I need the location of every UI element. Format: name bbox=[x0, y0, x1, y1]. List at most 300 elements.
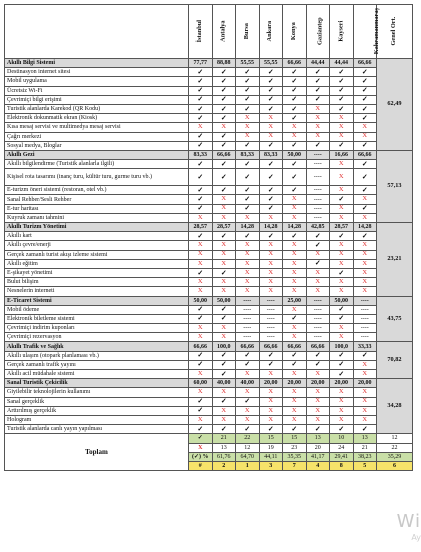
totals-label: Toplam bbox=[5, 434, 189, 471]
check-mark: ✓ bbox=[189, 305, 213, 314]
section-title: Sanal Turistik Çekicilik bbox=[5, 379, 189, 388]
cross-mark: X bbox=[259, 123, 283, 132]
section-score: 28,57 bbox=[212, 223, 236, 232]
check-mark: ✓ bbox=[259, 95, 283, 104]
indicator-label: Bulut bilişim bbox=[5, 278, 189, 287]
general-average-header: Genel Ort. bbox=[377, 5, 413, 59]
totals-rank-value: 6 bbox=[377, 461, 413, 470]
check-mark: ✓ bbox=[353, 169, 377, 186]
cross-mark: X bbox=[353, 268, 377, 277]
indicator-label: E-şikayet yönetimi bbox=[5, 268, 189, 277]
cross-mark: X bbox=[236, 259, 260, 268]
indicator-row bbox=[5, 370, 413, 379]
indicator-label: Çevrimiçi bilgi erişimi bbox=[5, 95, 189, 104]
not-applicable-mark: ---- bbox=[236, 333, 260, 342]
check-mark: ✓ bbox=[306, 95, 330, 104]
cross-mark: X bbox=[259, 132, 283, 141]
check-mark: ✓ bbox=[353, 232, 377, 241]
check-mark: ✓ bbox=[236, 68, 260, 77]
indicator-label: Akıllı kart bbox=[5, 232, 189, 241]
check-mark: ✓ bbox=[353, 186, 377, 195]
cross-mark: X bbox=[306, 287, 330, 296]
section-score: 20,00 bbox=[306, 379, 330, 388]
indicator-label: Elektronik dokunmatik ekran (Kiosk) bbox=[5, 114, 189, 123]
not-applicable-mark: ---- bbox=[259, 305, 283, 314]
check-mark: ✓ bbox=[353, 141, 377, 150]
cross-mark: X bbox=[353, 259, 377, 268]
totals-cross-key: X bbox=[189, 443, 213, 452]
cross-mark: X bbox=[189, 324, 213, 333]
check-mark: ✓ bbox=[236, 204, 260, 213]
check-mark: ✓ bbox=[306, 232, 330, 241]
check-mark: ✓ bbox=[330, 268, 354, 277]
totals-check-value: 15 bbox=[283, 434, 307, 443]
cross-mark: X bbox=[212, 278, 236, 287]
cross-mark: X bbox=[189, 333, 213, 342]
cross-mark: X bbox=[330, 250, 354, 259]
section-average: 23,21 bbox=[377, 223, 413, 297]
indicator-label: Mobil uygulama bbox=[5, 77, 189, 86]
section-score: 28,57 bbox=[330, 223, 354, 232]
not-applicable-mark: ---- bbox=[306, 195, 330, 204]
check-mark: ✓ bbox=[189, 406, 213, 415]
not-applicable-mark: ---- bbox=[236, 305, 260, 314]
section-score: 100,0 bbox=[212, 342, 236, 351]
section-score: 66,66 bbox=[259, 342, 283, 351]
cross-mark: X bbox=[353, 195, 377, 204]
indicator-row bbox=[5, 388, 413, 397]
section-score: 14,28 bbox=[283, 223, 307, 232]
check-mark: ✓ bbox=[306, 351, 330, 360]
indicator-label: E-turizm öneri sistemi (restoran, otel vb.) bbox=[5, 186, 189, 195]
check-mark: ✓ bbox=[330, 86, 354, 95]
indicator-row bbox=[5, 195, 413, 204]
cross-mark: X bbox=[212, 415, 236, 424]
check-mark: ✓ bbox=[212, 351, 236, 360]
cross-mark: X bbox=[236, 250, 260, 259]
check-mark: ✓ bbox=[330, 232, 354, 241]
check-mark: ✓ bbox=[212, 314, 236, 323]
check-mark: ✓ bbox=[283, 68, 307, 77]
cross-mark: X bbox=[236, 406, 260, 415]
check-mark: ✓ bbox=[189, 232, 213, 241]
check-mark: ✓ bbox=[353, 68, 377, 77]
check-mark: ✓ bbox=[212, 114, 236, 123]
indicator-row bbox=[5, 259, 413, 268]
totals-check-value: 22 bbox=[236, 434, 260, 443]
check-mark: ✓ bbox=[330, 425, 354, 434]
indicator-row bbox=[5, 232, 413, 241]
cross-mark: X bbox=[283, 333, 307, 342]
check-mark: ✓ bbox=[212, 104, 236, 113]
cross-mark: X bbox=[353, 397, 377, 406]
check-mark: ✓ bbox=[353, 77, 377, 86]
section-score: 66,66 bbox=[283, 342, 307, 351]
check-mark: ✓ bbox=[189, 360, 213, 369]
section-score: 66,66 bbox=[306, 342, 330, 351]
cross-mark: X bbox=[189, 287, 213, 296]
table-body bbox=[5, 59, 413, 434]
check-mark: ✓ bbox=[212, 268, 236, 277]
cross-mark: X bbox=[212, 195, 236, 204]
cross-mark: X bbox=[189, 259, 213, 268]
indicator-label: Akıllı acil müdahale sistemi bbox=[5, 370, 189, 379]
watermark: Wi bbox=[396, 511, 421, 532]
totals-percent-value: 29,41 bbox=[330, 452, 354, 461]
totals-percent-value: 61,76 bbox=[212, 452, 236, 461]
indicator-row bbox=[5, 425, 413, 434]
cross-mark: X bbox=[330, 169, 354, 186]
section-score: 40,00 bbox=[236, 379, 260, 388]
cross-mark: X bbox=[212, 388, 236, 397]
cross-mark: X bbox=[306, 268, 330, 277]
check-mark: ✓ bbox=[283, 351, 307, 360]
check-mark: ✓ bbox=[212, 360, 236, 369]
check-mark: ✓ bbox=[236, 195, 260, 204]
cross-mark: X bbox=[353, 250, 377, 259]
cross-mark: X bbox=[330, 241, 354, 250]
section-score: 20,00 bbox=[283, 379, 307, 388]
cross-mark: X bbox=[283, 213, 307, 222]
check-mark: ✓ bbox=[212, 68, 236, 77]
section-score: 50,00 bbox=[330, 296, 354, 305]
cross-mark: X bbox=[189, 370, 213, 379]
not-applicable-mark: ---- bbox=[236, 324, 260, 333]
check-mark: ✓ bbox=[306, 259, 330, 268]
cross-mark: X bbox=[353, 213, 377, 222]
indicator-row bbox=[5, 314, 413, 323]
indicator-label: Arttırılmış gerçeklik bbox=[5, 406, 189, 415]
cross-mark: X bbox=[330, 160, 354, 169]
cross-mark: X bbox=[212, 213, 236, 222]
cross-mark: X bbox=[306, 123, 330, 132]
section-average: 62,49 bbox=[377, 59, 413, 151]
smart-tourism-table bbox=[4, 4, 413, 471]
check-mark: ✓ bbox=[330, 314, 354, 323]
not-applicable-mark: ---- bbox=[306, 186, 330, 195]
indicator-row bbox=[5, 250, 413, 259]
cross-mark: X bbox=[236, 123, 260, 132]
cross-mark: X bbox=[259, 268, 283, 277]
indicator-row bbox=[5, 186, 413, 195]
indicator-label: Kuyruk zamanı tahmini bbox=[5, 213, 189, 222]
check-mark: ✓ bbox=[330, 195, 354, 204]
cross-mark: X bbox=[283, 132, 307, 141]
section-score: 42,85 bbox=[306, 223, 330, 232]
totals-cross-value: 20 bbox=[306, 443, 330, 452]
check-mark: ✓ bbox=[353, 86, 377, 95]
section-score: ---- bbox=[236, 296, 260, 305]
section-average: 43,75 bbox=[377, 296, 413, 342]
section-score: 66,66 bbox=[212, 150, 236, 159]
not-applicable-mark: ---- bbox=[353, 305, 377, 314]
check-mark: ✓ bbox=[212, 370, 236, 379]
section-score: ---- bbox=[259, 296, 283, 305]
section-score: 40,00 bbox=[212, 379, 236, 388]
check-mark: ✓ bbox=[353, 95, 377, 104]
indicator-label: Akıllı çevre/enerji bbox=[5, 241, 189, 250]
indicator-label: Sosyal medya, Bloglar bbox=[5, 141, 189, 150]
indicator-label: Turistik alanlarda Karekod (QR Kodu) bbox=[5, 104, 189, 113]
totals-rank-value: 1 bbox=[236, 461, 260, 470]
cross-mark: X bbox=[330, 287, 354, 296]
check-mark: ✓ bbox=[212, 169, 236, 186]
check-mark: ✓ bbox=[330, 351, 354, 360]
check-mark: ✓ bbox=[212, 186, 236, 195]
check-mark: ✓ bbox=[212, 95, 236, 104]
indicator-row bbox=[5, 86, 413, 95]
totals-rank-value: 8 bbox=[330, 461, 354, 470]
section-title: Akıllı Gezi bbox=[5, 150, 189, 159]
totals-check-value: 12 bbox=[377, 434, 413, 443]
check-mark: ✓ bbox=[189, 86, 213, 95]
indicator-row bbox=[5, 406, 413, 415]
cross-mark: X bbox=[283, 204, 307, 213]
cross-mark: X bbox=[283, 370, 307, 379]
check-mark: ✓ bbox=[212, 397, 236, 406]
totals-check-key: ✓ bbox=[189, 434, 213, 443]
check-mark: ✓ bbox=[189, 114, 213, 123]
check-mark: ✓ bbox=[189, 104, 213, 113]
not-applicable-mark: ---- bbox=[306, 314, 330, 323]
not-applicable-mark: ---- bbox=[306, 324, 330, 333]
not-applicable-mark: ---- bbox=[353, 324, 377, 333]
check-mark: ✓ bbox=[330, 305, 354, 314]
totals-rank-value: 7 bbox=[283, 461, 307, 470]
check-mark: ✓ bbox=[189, 314, 213, 323]
check-mark: ✓ bbox=[259, 360, 283, 369]
indicator-label: Kısa mesaj servisi ve multimedya mesaj servisi bbox=[5, 123, 189, 132]
check-mark: ✓ bbox=[306, 425, 330, 434]
indicator-label: Gerçek zamanlı turist akışı izleme sistemi bbox=[5, 250, 189, 259]
check-mark: ✓ bbox=[212, 132, 236, 141]
section-score: 44,44 bbox=[330, 59, 354, 68]
totals-cross-value: 19 bbox=[259, 443, 283, 452]
check-mark: ✓ bbox=[212, 232, 236, 241]
section-title: Akıllı Trafik ve Sağlık bbox=[5, 342, 189, 351]
check-mark: ✓ bbox=[236, 169, 260, 186]
section-score: 83,33 bbox=[189, 150, 213, 159]
indicator-label: Akıllı bilgilendirme (Turistik alanlarla ilgili) bbox=[5, 160, 189, 169]
cross-mark: X bbox=[189, 241, 213, 250]
check-mark: ✓ bbox=[189, 77, 213, 86]
indicator-row bbox=[5, 241, 413, 250]
cross-mark: X bbox=[236, 287, 260, 296]
city-header: Konya bbox=[283, 5, 307, 59]
cross-mark: X bbox=[212, 287, 236, 296]
section-header-row bbox=[5, 342, 413, 351]
cross-mark: X bbox=[259, 250, 283, 259]
check-mark: ✓ bbox=[283, 141, 307, 150]
check-mark: ✓ bbox=[330, 104, 354, 113]
indicator-row bbox=[5, 169, 413, 186]
indicator-label: Gerçek zamanlı trafik yayını bbox=[5, 360, 189, 369]
indicator-row bbox=[5, 305, 413, 314]
cross-mark: X bbox=[212, 333, 236, 342]
check-mark: ✓ bbox=[189, 204, 213, 213]
check-mark: ✓ bbox=[353, 351, 377, 360]
check-mark: ✓ bbox=[283, 114, 307, 123]
cross-mark: X bbox=[330, 333, 354, 342]
cross-mark: X bbox=[353, 360, 377, 369]
cross-mark: X bbox=[353, 123, 377, 132]
cross-mark: X bbox=[189, 278, 213, 287]
cross-mark: X bbox=[259, 213, 283, 222]
cross-mark: X bbox=[189, 415, 213, 424]
totals-cross-value: 21 bbox=[353, 443, 377, 452]
cross-mark: X bbox=[330, 213, 354, 222]
cross-mark: X bbox=[306, 406, 330, 415]
check-mark: ✓ bbox=[283, 232, 307, 241]
check-mark: ✓ bbox=[306, 77, 330, 86]
cross-mark: X bbox=[212, 259, 236, 268]
totals-check-value: 13 bbox=[306, 434, 330, 443]
header-row bbox=[5, 5, 413, 59]
check-mark: ✓ bbox=[283, 360, 307, 369]
cross-mark: X bbox=[236, 114, 260, 123]
totals-rank-value: 3 bbox=[259, 461, 283, 470]
cross-mark: X bbox=[283, 195, 307, 204]
totals-percent-key: (✓) % bbox=[189, 452, 213, 461]
indicator-row bbox=[5, 351, 413, 360]
check-mark: ✓ bbox=[259, 160, 283, 169]
section-score: 50,00 bbox=[283, 150, 307, 159]
check-mark: ✓ bbox=[189, 397, 213, 406]
section-header-row bbox=[5, 150, 413, 159]
section-average: 70,82 bbox=[377, 342, 413, 379]
check-mark: ✓ bbox=[283, 186, 307, 195]
not-applicable-mark: ---- bbox=[259, 314, 283, 323]
totals-rank-value: 5 bbox=[353, 461, 377, 470]
section-average: 34,28 bbox=[377, 379, 413, 434]
section-score: 20,00 bbox=[330, 379, 354, 388]
check-mark: ✓ bbox=[259, 104, 283, 113]
cross-mark: X bbox=[259, 370, 283, 379]
cross-mark: X bbox=[330, 114, 354, 123]
section-average: 57,13 bbox=[377, 150, 413, 222]
check-mark: ✓ bbox=[259, 169, 283, 186]
cross-mark: X bbox=[283, 406, 307, 415]
not-applicable-mark: ---- bbox=[353, 314, 377, 323]
cross-mark: X bbox=[283, 287, 307, 296]
indicator-row bbox=[5, 77, 413, 86]
section-score: 16,66 bbox=[330, 150, 354, 159]
check-mark: ✓ bbox=[259, 425, 283, 434]
indicator-label: Çevrimiçi rezervasyon bbox=[5, 333, 189, 342]
cross-mark: X bbox=[212, 250, 236, 259]
cross-mark: X bbox=[259, 278, 283, 287]
cross-mark: X bbox=[236, 278, 260, 287]
city-header: İstanbul bbox=[189, 5, 213, 59]
indicator-label: Sanal gerçeklik bbox=[5, 397, 189, 406]
cross-mark: X bbox=[212, 123, 236, 132]
indicator-row bbox=[5, 123, 413, 132]
indicator-row bbox=[5, 287, 413, 296]
section-score: 50,00 bbox=[189, 296, 213, 305]
check-mark: ✓ bbox=[283, 160, 307, 169]
cross-mark: X bbox=[283, 324, 307, 333]
section-score: 83,33 bbox=[259, 150, 283, 159]
cross-mark: X bbox=[283, 397, 307, 406]
cross-mark: X bbox=[353, 370, 377, 379]
cross-mark: X bbox=[259, 241, 283, 250]
check-mark: ✓ bbox=[212, 160, 236, 169]
indicator-row bbox=[5, 204, 413, 213]
section-score: 20,00 bbox=[259, 379, 283, 388]
section-score: 50,00 bbox=[212, 296, 236, 305]
check-mark: ✓ bbox=[189, 268, 213, 277]
totals-percent-value: 35,29 bbox=[377, 452, 413, 461]
totals-percent-value: 41,17 bbox=[306, 452, 330, 461]
check-mark: ✓ bbox=[330, 77, 354, 86]
totals-body bbox=[5, 434, 413, 471]
cross-mark: X bbox=[330, 259, 354, 268]
check-mark: ✓ bbox=[189, 95, 213, 104]
cross-mark: X bbox=[283, 278, 307, 287]
check-mark: ✓ bbox=[212, 141, 236, 150]
cross-mark: X bbox=[283, 259, 307, 268]
section-score: 66,66 bbox=[353, 150, 377, 159]
check-mark: ✓ bbox=[259, 232, 283, 241]
indicator-label: Hologram bbox=[5, 415, 189, 424]
not-applicable-mark: ---- bbox=[306, 213, 330, 222]
indicator-label: Elektronik biletleme sistemi bbox=[5, 314, 189, 323]
not-applicable-mark: ---- bbox=[259, 333, 283, 342]
cross-mark: X bbox=[259, 406, 283, 415]
indicator-row bbox=[5, 132, 413, 141]
not-applicable-mark: ---- bbox=[236, 314, 260, 323]
totals-percent-value: 38,23 bbox=[353, 452, 377, 461]
city-header: Antalya bbox=[212, 5, 236, 59]
check-mark: ✓ bbox=[353, 114, 377, 123]
check-mark: ✓ bbox=[236, 360, 260, 369]
indicator-row bbox=[5, 324, 413, 333]
cross-mark: X bbox=[283, 268, 307, 277]
cross-mark: X bbox=[306, 250, 330, 259]
indicator-label: Sanal Rehber/Sesli Rehber bbox=[5, 195, 189, 204]
totals-percent-value: 64,70 bbox=[236, 452, 260, 461]
indicator-row bbox=[5, 95, 413, 104]
check-mark: ✓ bbox=[259, 195, 283, 204]
totals-percent-value: 35,35 bbox=[283, 452, 307, 461]
cross-mark: X bbox=[330, 278, 354, 287]
cross-mark: X bbox=[236, 268, 260, 277]
indicator-label: Çağrı merkezi bbox=[5, 132, 189, 141]
check-mark: ✓ bbox=[283, 314, 307, 323]
check-mark: ✓ bbox=[212, 86, 236, 95]
totals-cross-value: 22 bbox=[377, 443, 413, 452]
cross-mark: X bbox=[212, 406, 236, 415]
indicator-label: Nesnelerin interneti bbox=[5, 287, 189, 296]
totals-cross-value: 24 bbox=[330, 443, 354, 452]
watermark-sub: Ay bbox=[411, 533, 421, 542]
totals-rank-value: 2 bbox=[212, 461, 236, 470]
city-header: Kayseri bbox=[330, 5, 354, 59]
totals-rank-key: # bbox=[189, 461, 213, 470]
indicator-row bbox=[5, 397, 413, 406]
check-mark: ✓ bbox=[283, 86, 307, 95]
check-mark: ✓ bbox=[189, 132, 213, 141]
section-score: 77,77 bbox=[189, 59, 213, 68]
cross-mark: X bbox=[283, 250, 307, 259]
cross-mark: X bbox=[306, 415, 330, 424]
check-mark: ✓ bbox=[236, 160, 260, 169]
check-mark: ✓ bbox=[259, 77, 283, 86]
cross-mark: X bbox=[330, 204, 354, 213]
check-mark: ✓ bbox=[236, 77, 260, 86]
totals-cross-value: 12 bbox=[236, 443, 260, 452]
cross-mark: X bbox=[330, 123, 354, 132]
